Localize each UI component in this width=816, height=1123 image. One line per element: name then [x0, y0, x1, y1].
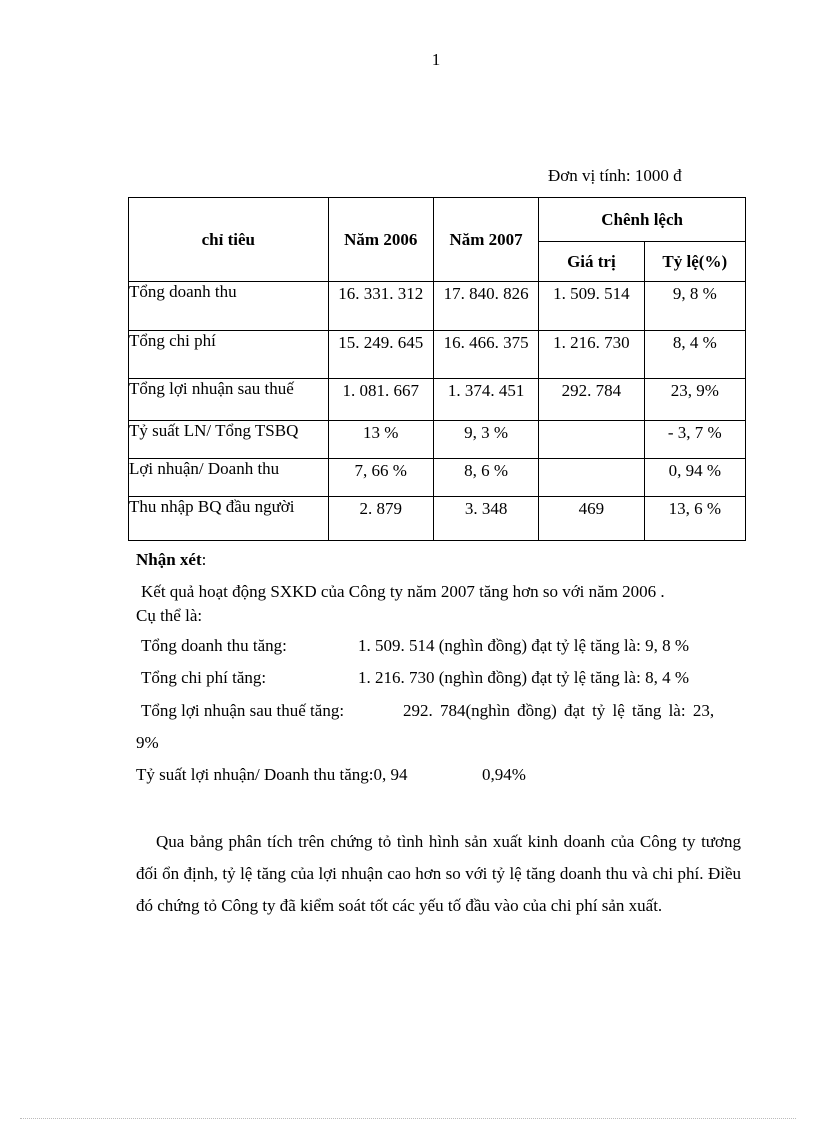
header-difference: Chênh lệch — [539, 198, 746, 242]
row-label: Tổng chi phí — [129, 331, 329, 379]
table-row — [129, 421, 746, 459]
comparison-table — [128, 197, 746, 541]
header-value: Giá trị — [539, 242, 644, 282]
row-value-2006: 16. 331. 312 — [328, 282, 433, 331]
header-indicator: chỉ tiêu — [129, 198, 329, 282]
notes-heading — [136, 550, 206, 570]
table-row — [129, 331, 746, 379]
note-item-label: Tỷ suất lợi nhuận/ Doanh thu tăng:0, 94 — [136, 765, 408, 784]
row-value-2007: 16. 466. 375 — [433, 331, 538, 379]
note-item-continuation: 9% — [136, 733, 159, 752]
row-diff-value — [539, 421, 644, 459]
note-item-label: Tổng chi phí tăng: — [141, 668, 267, 687]
row-label: Thu nhập BQ đầu người — [129, 497, 329, 541]
notes-title: Nhận xét — [136, 550, 202, 569]
note-item-label: Tổng doanh thu tăng: — [141, 636, 287, 655]
row-label: Tổng doanh thu — [129, 282, 329, 331]
table-row — [129, 282, 746, 331]
table-row — [129, 379, 746, 421]
unit-note: Đơn vị tính: 1000 đ — [548, 166, 682, 185]
row-label: Tổng lợi nhuận sau thuế — [129, 379, 329, 421]
row-value-2006: 7, 66 % — [328, 459, 433, 497]
page-bottom-border — [20, 1118, 796, 1119]
header-ratio: Tỷ lệ(%) — [644, 242, 745, 282]
row-diff-ratio: 23, 9% — [644, 379, 745, 421]
row-diff-value: 1. 216. 730 — [539, 331, 644, 379]
row-diff-value: 1. 509. 514 — [539, 282, 644, 331]
table-header-row — [129, 198, 746, 242]
table-row — [129, 497, 746, 541]
row-value-2007: 1. 374. 451 — [433, 379, 538, 421]
row-value-2006: 13 % — [328, 421, 433, 459]
note-item-value: 0,94% — [482, 765, 526, 784]
row-value-2006: 2. 879 — [328, 497, 433, 541]
note-item-label: Tổng lợi nhuận sau thuế tăng: — [141, 701, 345, 720]
row-diff-ratio: 0, 94 % — [644, 459, 745, 497]
row-diff-value — [539, 459, 644, 497]
row-diff-value: 469 — [539, 497, 644, 541]
row-value-2007: 8, 6 % — [433, 459, 538, 497]
row-diff-ratio: - 3, 7 % — [644, 421, 745, 459]
row-value-2007: 17. 840. 826 — [433, 282, 538, 331]
row-value-2007: 3. 348 — [433, 497, 538, 541]
row-diff-ratio: 9, 8 % — [644, 282, 745, 331]
note-item-value: 1. 509. 514 (nghìn đồng) đạt tỷ lệ tăng là: 9, 8 % — [358, 636, 689, 655]
note-item-value: 1. 216. 730 (nghìn đồng) đạt tỷ lệ tăng là: 8, 4 % — [358, 668, 689, 687]
header-year-2006: Năm 2006 — [328, 198, 433, 282]
row-diff-ratio: 13, 6 % — [644, 497, 745, 541]
row-value-2006: 1. 081. 667 — [328, 379, 433, 421]
conclusion-paragraph: Qua bảng phân tích trên chứng tỏ tình hình sản xuất kinh doanh của Công ty tương đối ổn định, tỷ lệ tăng của lợi nhuận cao hơn so với tỷ lệ tăng doanh thu và chi phí. Điều đó chứng tỏ Công ty đã kiểm soát tốt các yếu tố đầu vào của chi phí sản xuất. — [136, 832, 741, 915]
row-diff-ratio: 8, 4 % — [644, 331, 745, 379]
notes-intro-line2: Cụ thể là: — [136, 606, 203, 625]
notes-intro-line1: Kết quả hoạt động SXKD của Công ty năm 2007 tăng hơn so với năm 2006 . — [141, 582, 665, 601]
row-diff-value: 292. 784 — [539, 379, 644, 421]
row-label: Lợi nhuận/ Doanh thu — [129, 459, 329, 497]
table-row — [129, 459, 746, 497]
page-number: 1 — [431, 50, 441, 69]
row-value-2006: 15. 249. 645 — [328, 331, 433, 379]
row-label: Tỷ suất LN/ Tổng TSBQ — [129, 421, 329, 459]
notes-title-colon: : — [201, 550, 207, 569]
note-item-value: 292. 784(nghìn đồng) đạt tỷ lệ tăng là: 23, — [403, 701, 715, 720]
header-year-2007: Năm 2007 — [433, 198, 538, 282]
row-value-2007: 9, 3 % — [433, 421, 538, 459]
